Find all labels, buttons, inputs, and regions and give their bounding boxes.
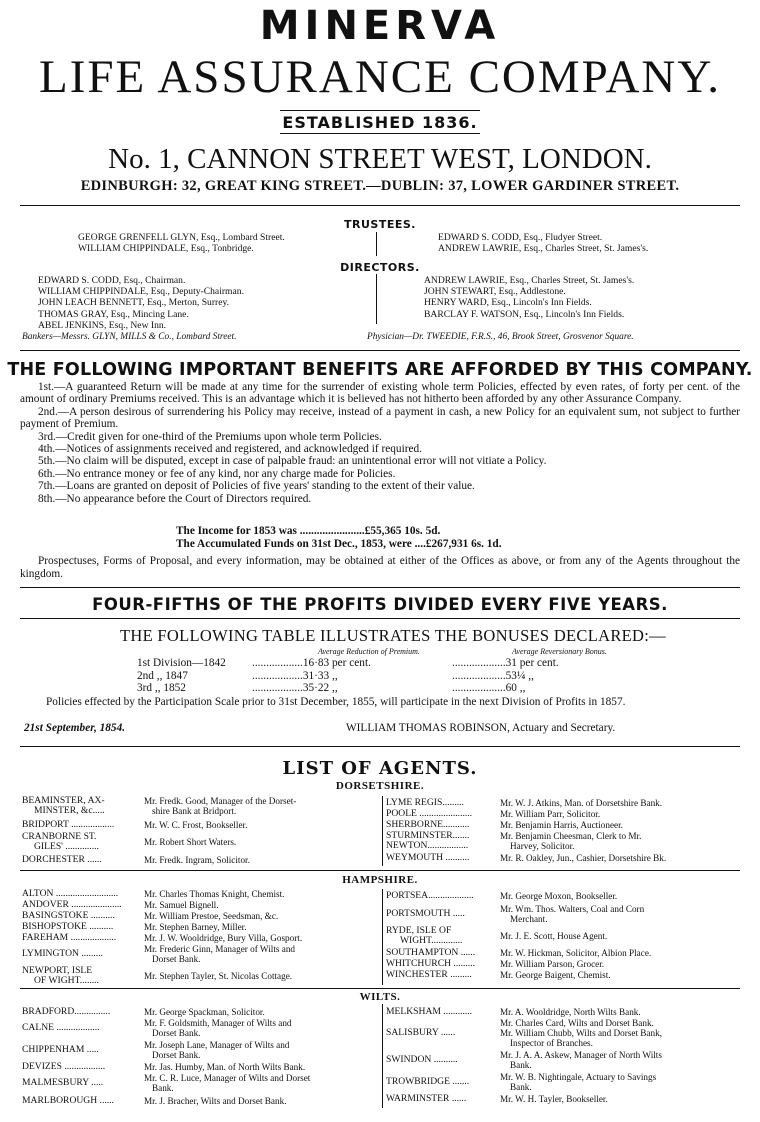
- agent-entry: [22, 1040, 382, 1062]
- agent-entry: [386, 831, 746, 853]
- trustee: WILLIAM CHIPPINDALE, Esq., Tonbridge.: [78, 243, 254, 255]
- trustee: ANDREW LAWRIE, Esq., Charles Street, St. James's.: [438, 243, 649, 255]
- agent-town: WIGHT.............: [400, 935, 463, 946]
- established-line: ESTABLISHED 1836.: [282, 113, 478, 132]
- column-divider: [376, 274, 377, 324]
- agent-town: SALISBURY ......: [386, 1027, 456, 1038]
- director: JOHN STEWART, Esq., Addlestone.: [424, 286, 566, 298]
- agent-name: Mr. William Prestoe, Seedsman, &c.: [144, 911, 279, 921]
- agent-entry: [386, 1050, 746, 1072]
- agent-town: WEYMOUTH ..........: [386, 852, 470, 863]
- benefit-item: 1st.—A guaranteed Return will be made at any time for the surrender of existing whole term Policies, effected by even rates, of forty per cent. of the amount of ordinary Premiums received. This is an advantage which it is believed has not hitherto been afforded by any other Assurance Company.: [20, 381, 740, 406]
- agent-town: WINCHESTER .........: [386, 969, 472, 980]
- agent-town: MARLBOROUGH ......: [22, 1095, 114, 1106]
- divider: [20, 746, 740, 747]
- trustees-left: [78, 232, 285, 254]
- signature: WILLIAM THOMAS ROBINSON, Actuary and Secretary.: [346, 722, 616, 734]
- agent-town: CHIPPENHAM .....: [22, 1044, 99, 1055]
- branch-offices: EDINBURGH: 32, GREAT KING STREET.—DUBLIN: 37, LOWER GARDINER STREET.: [80, 178, 680, 194]
- agent-name: Mr. Frederic Ginn, Manager of Wilts and: [144, 944, 296, 954]
- profits-title: FOUR-FIFTHS OF THE PROFITS DIVIDED EVERY FIVE YEARS.: [92, 595, 668, 614]
- agent-town: SWINDON ..........: [386, 1054, 458, 1065]
- benefit-item: 8th.—No appearance before the Court of Directors required.: [38, 492, 312, 505]
- agent-town: TROWBRIDGE .......: [386, 1076, 470, 1087]
- agent-name: Mr. W. Hickman, Solicitor, Albion Place.: [500, 948, 652, 958]
- divider: [20, 870, 740, 871]
- agent-name: Mr. Charles Thomas Knight, Chemist.: [144, 889, 285, 899]
- agent-town: MINSTER, &c.....: [34, 805, 105, 816]
- agent-name: Inspector of Branches.: [510, 1038, 593, 1048]
- column-divider: [376, 232, 377, 256]
- trustee: GEORGE GRENFELL GLYN, Esq., Lombard Street.: [78, 232, 285, 243]
- division-cell: 1st Division—1842: [137, 657, 226, 669]
- agent-entry: [22, 1096, 382, 1107]
- agent-name: Mr. Stephen Barney, Miller.: [144, 922, 247, 932]
- agent-entry: [22, 820, 382, 831]
- divider: [20, 350, 740, 351]
- agent-name: Dorset Bank.: [152, 1028, 201, 1038]
- agent-name: Mr. W. B. Nightingale, Actuary to Savings: [500, 1072, 657, 1082]
- agent-town: PORTSMOUTH .....: [386, 908, 465, 919]
- directors-right: [424, 275, 634, 320]
- agent-name: Mr. Joseph Lane, Manager of Wilts and: [144, 1040, 290, 1050]
- director: JOHN LEACH BENNETT, Esq., Merton, Surrey.: [38, 297, 230, 309]
- agent-entry: [386, 904, 746, 926]
- divider: [280, 110, 480, 111]
- bonus-cell: ...................53¼ ,,: [452, 669, 534, 682]
- divider: [20, 587, 740, 588]
- agent-town: STURMINSTER.......: [386, 830, 470, 841]
- director: THOMAS GRAY, Esq., Mincing Lane.: [38, 308, 189, 320]
- bonus-cell: ...................60 ,,: [452, 682, 526, 695]
- agent-town: ALTON ..........................: [22, 888, 119, 899]
- agent-name: Mr. George Moxon, Bookseller.: [500, 891, 618, 901]
- benefits-list: [20, 381, 740, 505]
- agent-town: POOLE ......................: [386, 808, 473, 819]
- agent-name: Mr. J. E. Scott, House Agent.: [500, 931, 608, 941]
- bonus-cell: ...................31 per cent.: [452, 657, 559, 669]
- agent-town: FAREHAM ...................: [22, 932, 117, 943]
- bonus-table-title: THE FOLLOWING TABLE ILLUSTRATES THE BONUSES DECLARED:—: [120, 626, 666, 645]
- agent-town: ANDOVER .....................: [22, 899, 122, 910]
- agent-entry: [386, 891, 746, 902]
- agent-town: MALMESBURY .....: [22, 1077, 104, 1088]
- bankers-line: Bankers—Messrs. GLYN, MILLS & Co., Lombard Street.: [22, 332, 237, 342]
- premium-column: [252, 657, 371, 695]
- agent-name: Mr. Wm. Thos. Walters, Coal and Corn: [500, 904, 645, 914]
- agent-entry: [386, 1018, 746, 1050]
- premium-cell: ..................16·83 per cent.: [252, 657, 371, 669]
- agent-town: DORCHESTER ......: [22, 854, 102, 865]
- agent-entry: [22, 1062, 382, 1073]
- region-dorsetshire: DORSETSHIRE.: [335, 780, 425, 792]
- benefit-item: 4th.—Notices of assignments received and registered, and acknowledged if required.: [38, 443, 422, 456]
- agent-town: NEWTON.................: [386, 840, 469, 851]
- agent-name: Mr. W. H. Tayler, Bookseller.: [500, 1094, 608, 1104]
- date: 21st September, 1854.: [24, 722, 126, 734]
- benefit-item: 3rd.—Credit given for one-third of the Premiums upon whole term Policies.: [38, 430, 382, 443]
- column-divider: [382, 796, 383, 866]
- agent-town: BASINGSTOKE ..........: [22, 910, 115, 921]
- benefit-item: 7th.—Loans are granted on deposit of Policies of five years' standing to the extent of their value.: [38, 480, 475, 493]
- premium-cell: ..................35·22 ,,: [252, 682, 338, 695]
- agent-town: LYME REGIS.........: [386, 797, 464, 808]
- agent-entry: [22, 1007, 382, 1018]
- funds-line: The Accumulated Funds on 31st Dec., 1853, were ....£267,931 6s. 1d.: [176, 538, 502, 550]
- agent-name: Mr. Charles Card, Wilts and Dorset Bank.: [500, 1018, 654, 1028]
- agent-entry: [22, 1073, 382, 1095]
- agent-town: WARMINSTER ......: [386, 1093, 467, 1104]
- agent-name: Mr. F. Goldsmith, Manager of Wilts and: [144, 1018, 292, 1028]
- agent-name: Bank.: [510, 1082, 532, 1092]
- agent-name: Mr. W. C. Frost, Bookseller.: [144, 820, 248, 830]
- agent-name: Mr. Samuel Bignell.: [144, 900, 219, 910]
- agent-name: Mr. Jas. Humby, Man. of North Wilts Bank.: [144, 1062, 306, 1072]
- director: ANDREW LAWRIE, Esq., Charles Street, St. James's.: [424, 275, 635, 286]
- director: BARCLAY F. WATSON, Esq., Lincoln's Inn Fields.: [424, 308, 625, 320]
- agent-town: OF WIGHT........: [34, 975, 99, 986]
- agent-entry: [22, 933, 382, 944]
- benefits-title: THE FOLLOWING IMPORTANT BENEFITS ARE AFFORDED BY THIS COMPANY.: [7, 360, 753, 380]
- policies-note: Policies effected by the Participation Scale prior to 31st December, 1855, will participate in the next Division of Profits in 1857.: [46, 696, 626, 708]
- director: EDWARD S. CODD, Esq., Chairman.: [38, 275, 186, 286]
- agent-name: Mr. William Chubb, Wilts and Dorset Bank,: [500, 1028, 662, 1038]
- agent-entry: [386, 1072, 746, 1094]
- directors-left: [38, 275, 244, 331]
- premium-column-header: Average Reduction of Premium.: [318, 647, 420, 656]
- agent-town: GILES' ..............: [34, 841, 99, 852]
- division-column: [137, 657, 226, 695]
- agent-name: Mr. George Baigent, Chemist.: [500, 970, 611, 980]
- agent-name: Bank.: [152, 1083, 174, 1093]
- trustees-right: [438, 232, 648, 254]
- agent-entry: [386, 926, 746, 948]
- agent-town: CRANBORNE ST.: [22, 831, 97, 842]
- company-name-top: MINERVA: [259, 3, 501, 49]
- income-line: The Income for 1853 was .......................£55,365 10s. 5d.: [176, 525, 441, 537]
- agent-name: Mr. Benjamin Cheesman, Clerk to Mr.: [500, 831, 642, 841]
- agent-name: Bank.: [510, 1060, 532, 1070]
- agent-town: WHITCHURCH .........: [386, 958, 476, 969]
- divider: [20, 205, 740, 206]
- agent-name: Dorset Bank.: [152, 954, 201, 964]
- agent-town: BISHOPSTOKE ..........: [22, 921, 114, 932]
- agent-town: SHERBORNE...........: [386, 819, 470, 830]
- agent-name: Mr. R. Oakley, Jun., Cashier, Dorsetshire Bk.: [500, 853, 667, 863]
- agent-name: Mr. George Spackman, Solicitor.: [144, 1007, 265, 1017]
- agent-name: Mr. J. Bracher, Wilts and Dorset Bank.: [144, 1096, 287, 1106]
- agent-entry: [22, 832, 382, 854]
- premium-cell: ..................31·33 ,,: [252, 669, 338, 682]
- region-hampshire: HAMPSHIRE.: [342, 874, 418, 886]
- agent-entry: [386, 970, 746, 981]
- agent-entry: [22, 796, 382, 818]
- agent-name: Mr. A. Wooldridge, North Wilts Bank.: [500, 1007, 641, 1017]
- agent-town: MELKSHAM ............: [386, 1006, 473, 1017]
- division-cell: 3rd ,, 1852: [137, 682, 186, 695]
- benefit-item: 2nd.—A person desirous of surrendering his Policy may receive, instead of a payment in cash, a new Policy for an equivalent sum, not subject to further payment of Premium.: [20, 405, 740, 431]
- benefit-item: 5th.—No claim will be disputed, except in case of palpable fraud: an unintentional error will not vitiate a Policy.: [38, 455, 547, 468]
- agent-name: Mr. J. W. Wooldridge, Bury Villa, Gosport.: [144, 933, 303, 943]
- trustee: EDWARD S. CODD, Esq., Fludyer Street.: [438, 232, 603, 243]
- agent-entry: [386, 853, 746, 864]
- agent-town: BRIDPORT ..................: [22, 819, 115, 830]
- agent-town: BEAMINSTER, AX-: [22, 795, 105, 806]
- agent-name: Mr. C. R. Luce, Manager of Wilts and Dorset: [144, 1073, 311, 1083]
- agent-town: SOUTHAMPTON ......: [386, 947, 476, 958]
- director: HENRY WARD, Esq., Lincoln's Inn Fields.: [424, 297, 592, 309]
- signature-row: [24, 722, 740, 734]
- director: ABEL JENKINS, Esq., New Inn.: [38, 319, 167, 331]
- agents-title: LIST OF AGENTS.: [282, 758, 478, 779]
- agent-name: Dorset Bank.: [152, 1050, 201, 1060]
- agent-entry: [22, 1018, 382, 1040]
- agent-name: Mr. Robert Short Waters.: [144, 837, 237, 847]
- agent-entry: [386, 1007, 746, 1018]
- agent-entry: [22, 944, 382, 966]
- agent-name: Mr. Stephen Tayler, St. Nicolas Cottage.: [144, 971, 293, 981]
- agent-town: NEWPORT, ISLE: [22, 965, 93, 976]
- agent-name: Mr. Benjamin Harris, Auctioneer.: [500, 820, 623, 830]
- bonus-column: [452, 657, 559, 695]
- company-name-main: LIFE ASSURANCE COMPANY.: [39, 51, 721, 103]
- agent-name: Mr. W. J. Atkins, Man. of Dorsetshire Bank.: [500, 798, 663, 808]
- agent-name: Mr. Fredk. Good, Manager of the Dorset-: [144, 796, 297, 806]
- column-divider: [382, 889, 383, 985]
- agent-town: LYMINGTON .........: [22, 948, 103, 959]
- agent-name: shire Bank at Bridport.: [152, 806, 237, 816]
- directors-heading: DIRECTORS.: [340, 261, 420, 274]
- agent-name: Merchant.: [510, 914, 548, 924]
- agent-entry: [22, 855, 382, 866]
- physician-line: Physician—Dr. TWEEDIE, F.R.S., 46, Brook Street, Grosvenor Square.: [367, 332, 634, 342]
- agent-name: Mr. William Parr, Solicitor.: [500, 809, 601, 819]
- benefit-item: 6th.—No entrance money or fee of any kind, nor any charge made for Policies.: [38, 467, 396, 480]
- division-cell: 2nd ,, 1847: [137, 669, 188, 682]
- agent-town: CALNE ..................: [22, 1022, 100, 1033]
- prospectus-note: Prospectuses, Forms of Proposal, and every information, may be obtained at either of the Offices as above, or from any of the Agents throughout the kingdom.: [20, 555, 740, 580]
- agent-entry: [22, 966, 382, 988]
- agent-name: Mr. William Parson, Grocer.: [500, 959, 605, 969]
- trustees-heading: TRUSTEES.: [344, 218, 416, 231]
- agent-town: RYDE, ISLE OF: [386, 925, 452, 936]
- agent-entry: [386, 1094, 746, 1105]
- divider: [20, 988, 740, 989]
- agent-town: BRADFORD...............: [22, 1006, 111, 1017]
- head-office-address: No. 1, CANNON STREET WEST, LONDON.: [108, 143, 652, 175]
- agent-name: Mr. J. A. A. Askew, Manager of North Wilts: [500, 1050, 662, 1060]
- agent-town: PORTSEA...................: [386, 890, 474, 901]
- divider: [20, 618, 740, 619]
- director: WILLIAM CHIPPINDALE, Esq., Deputy-Chairman.: [38, 286, 244, 298]
- agent-name: Harvey, Solicitor.: [510, 841, 575, 851]
- divider: [280, 133, 480, 134]
- column-divider: [382, 1004, 383, 1108]
- agent-name: Mr. Fredk. Ingram, Solicitor.: [144, 855, 250, 865]
- agent-town: DEVIZES .................: [22, 1061, 106, 1072]
- region-wilts: WILTS.: [359, 991, 401, 1003]
- bonus-column-header: Average Reversionary Bonus.: [512, 647, 607, 656]
